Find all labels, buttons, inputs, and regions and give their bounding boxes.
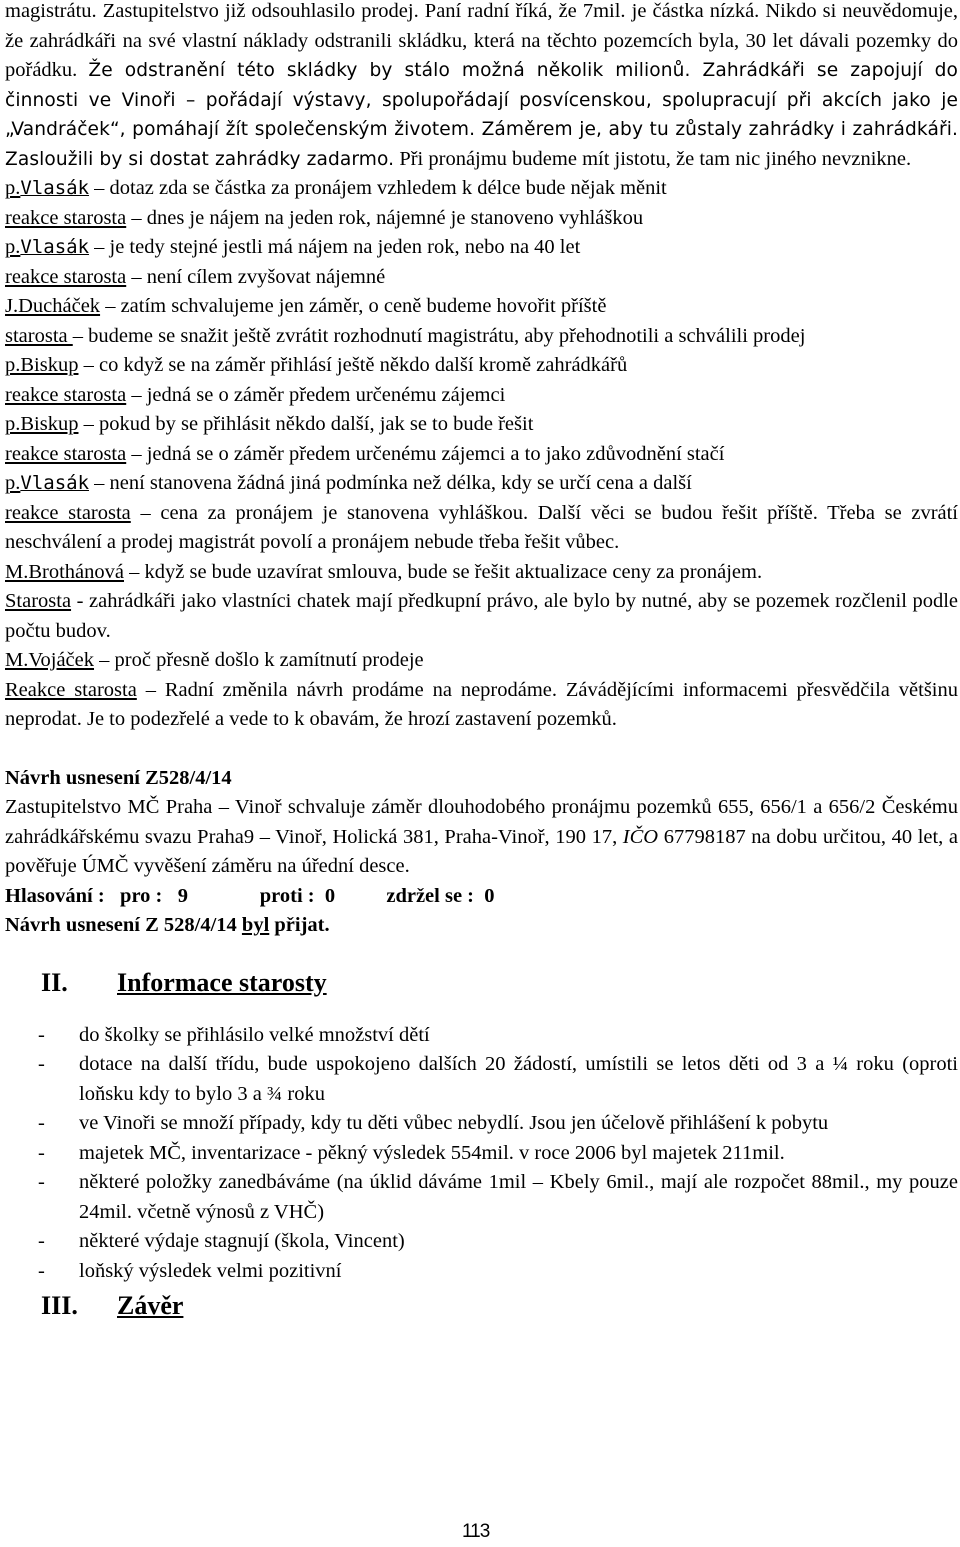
discussion-item-text: – co když se na záměr přihlásí ještě někdo další kromě zahrádkářů — [78, 354, 628, 376]
discussion-item-text: – budeme se snažit ještě zvrátit rozhodnutí magistrátu, aby přehodnotili a schválili prodej — [72, 324, 806, 347]
discussion-item — [5, 676, 958, 735]
discussion-item — [5, 499, 958, 558]
discussion-item-text: – proč přesně došlo k zamítnutí prodeje — [94, 649, 424, 671]
discussion-item — [5, 440, 958, 470]
info-item-text: dotace na další třídu, bude uspokojeno dalších 20 žádostí, umístili se letos děti od 3 a ¼ roku (oproti loňsku kdy to bylo 3 a ¾ roku — [79, 1053, 958, 1105]
discussion-item — [5, 204, 958, 234]
spacer — [5, 735, 958, 764]
discussion-list — [5, 174, 958, 735]
info-item-text: některé výdaje stagnují (škola, Vincent) — [79, 1230, 405, 1252]
discussion-item-text: – pokud by se přihlásit někdo další, jak se to bude řešit — [78, 413, 534, 435]
dash-bullet: - — [38, 1053, 45, 1075]
section-3-title: Závěr — [117, 1291, 184, 1320]
discussion-item — [5, 558, 958, 588]
discussion-item — [5, 174, 958, 204]
resolution-heading: Návrh usnesení Z528/4/14 — [5, 766, 232, 789]
resolution-text-a: Zastupitelstvo MČ Praha – Vinoř schvaluje záměr dlouhodobého pronájmu pozemků 655, 656/1 a 656/2 Českému zahrádkářskému svazu Praha9 – Vinoř, Holická 381, Praha-Vinoř, 190 17, — [5, 796, 958, 848]
speaker-label: M.Vojáček — [5, 649, 95, 671]
speaker-label: p.Biskup — [5, 354, 79, 376]
discussion-item-text: – Radní změnila návrh prodáme na neprodáme. Závádějícími informacemi přesvědčila většinu neprodat. Je to podezřelé a vede to k obavám, že hrozí zastavení pozemků. — [5, 678, 958, 730]
discussion-paragraph — [5, 0, 958, 174]
resolution-text-b: 67798187 na dobu určitou, 40 let, a pověřuje ÚMČ vyvěšení záměru na úřední desce. — [5, 825, 958, 877]
discussion-item-text: – není cílem zvyšovat nájemné — [126, 265, 386, 288]
speaker-label: reakce starosta — [5, 501, 131, 524]
speaker-label: J.Ducháček — [5, 295, 101, 317]
discussion-item-text: – cena za pronájem je stanovena vyhláškou. Další věci se budou řešit příště. Třeba se zvrátí neschválení a prodej magistrát povolí a pronájem nebude třeba řešit vůbec. — [5, 501, 959, 553]
page-number: 113 — [462, 1521, 490, 1542]
info-list-item — [5, 1257, 958, 1287]
info-item-text: některé položky zanedbáváme (na úklid dáváme 1mil – Kbely 6mil., mají ale rozpočet 88mil., my pouze 24mil. včetně výnosů z VHČ) — [79, 1171, 958, 1223]
info-item-text: do školky se přihlásilo velké množství dětí — [79, 1023, 430, 1046]
speaker-label: reakce starosta — [5, 383, 127, 406]
section-2-number: II. — [41, 967, 68, 997]
spacer — [5, 1001, 958, 1021]
discussion-item — [5, 263, 958, 293]
speaker-label: p.Biskup — [5, 413, 79, 435]
discussion-item — [5, 292, 958, 322]
info-item-text: majetek MČ, inventarizace - pěkný výsledek 554mil. v roce 2006 byl majetek 211mil. — [79, 1141, 785, 1164]
discussion-item — [5, 233, 958, 263]
discussion-item — [5, 410, 958, 440]
info-list — [5, 1021, 958, 1287]
speaker-name: Vlasák — [20, 236, 90, 258]
resolution-ico: IČO — [622, 825, 659, 848]
discussion-item-text: - zahrádkáři jako vlastníci chatek mají předkupní právo, ale bylo by nutné, aby se pozemek rozčlenil podle počtu budov. — [5, 590, 958, 642]
speaker-label: Reakce starosta — [5, 678, 137, 701]
speaker-label: p. — [5, 177, 21, 199]
speaker-label: p. — [5, 472, 21, 494]
spacer — [5, 941, 958, 965]
dash-bullet: - — [38, 1259, 45, 1282]
dash-bullet: - — [38, 1230, 45, 1252]
section-2-heading — [5, 965, 958, 1001]
discussion-text-1: magistrátu. Zastupitelstvo již odsouhlasilo prodej. Paní radní říká, že 7mil. je částka nízká. Nikdo si neuvědomuje, že zahrádkáři na své vlastní náklady odstranili skládku, která na těchto pozemcích byla, 30 let dávali pozemky do pořádku. — [5, 0, 958, 81]
discussion-item — [5, 351, 958, 381]
discussion-item-text: – je tedy stejné jestli má nájem na jeden rok, nebo na 40 let — [89, 236, 581, 258]
section-3-number: III. — [41, 1291, 78, 1320]
discussion-item — [5, 322, 958, 352]
discussion-item-text: – dotaz zda se částka za pronájem vzhledem k délce bude nějak měnit — [89, 177, 667, 199]
discussion-text-3: Při pronájmu budeme mít jistotu, že tam nic jiného nevznikne. — [399, 147, 912, 170]
speaker-label: Starosta — [5, 590, 72, 612]
info-list-item — [5, 1227, 958, 1257]
dash-bullet: - — [38, 1141, 45, 1164]
result-text-a: Návrh usnesení Z 528/4/14 — [5, 914, 242, 936]
speaker-label: p. — [5, 236, 21, 258]
info-list-item — [5, 1109, 958, 1139]
info-item-text: ve Vinoři se množí případy, kdy tu děti vůbec nebydlí. Jsou jen účelově přihlášení k pobytu — [79, 1112, 829, 1134]
dash-bullet: - — [38, 1171, 45, 1193]
discussion-item — [5, 381, 958, 411]
info-list-item — [5, 1168, 958, 1227]
result-text-b: přijat. — [269, 914, 330, 936]
discussion-item-text: – jedná se o záměr předem určenému zájemci a to jako zdůvodnění stačí — [126, 442, 725, 465]
discussion-text-2: Že odstranění této skládky by stálo možná několik milionů. Zahrádkáři se zapojují do činnosti ve Vinoři – pořádají výstavy, spolupořádají posvícenskou, spolupracují při akcích jako je „Vandráček“, pomáhají žít společenským životem. Záměrem je, aby tu zůstaly zahrádky i zahrádkáři. Zasloužili by si dostat zahrádky zadarmo. — [5, 60, 959, 170]
info-item-text: loňský výsledek velmi pozitivní — [79, 1259, 342, 1282]
discussion-item — [5, 646, 958, 676]
speaker-label: reakce starosta — [5, 442, 127, 465]
discussion-item-text: – není stanovena žádná jiná podmínka než délka, kdy se určí cena a další — [89, 472, 692, 494]
document-page — [5, 0, 958, 1324]
section-3-heading — [5, 1288, 958, 1324]
discussion-item — [5, 469, 958, 499]
resolution-text — [5, 793, 958, 882]
speaker-name: Vlasák — [20, 177, 90, 199]
dash-bullet: - — [38, 1112, 45, 1134]
speaker-label: reakce starosta — [5, 265, 127, 288]
speaker-name: Vlasák — [20, 472, 90, 494]
result-text-underlined: byl — [241, 914, 270, 936]
discussion-item-text: – když se bude uzavírat smlouva, bude se řešit aktualizace ceny za pronájem. — [124, 560, 763, 583]
info-list-item — [5, 1050, 958, 1109]
discussion-item-text: – dnes je nájem na jeden rok, nájemné je stanoveno vyhláškou — [126, 206, 644, 229]
discussion-item — [5, 587, 958, 646]
info-list-item — [5, 1021, 958, 1051]
dash-bullet: - — [38, 1023, 45, 1046]
discussion-item-text: – jedná se o záměr předem určenému zájemci — [126, 383, 506, 406]
resolution-result — [5, 911, 958, 941]
info-list-item — [5, 1139, 958, 1169]
speaker-label: M.Brothánová — [5, 560, 124, 583]
speaker-label: reakce starosta — [5, 206, 127, 229]
discussion-item-text: – zatím schvalujeme jen záměr, o ceně budeme hovořit příště — [100, 295, 607, 317]
resolution-block — [5, 764, 958, 941]
section-2-title: Informace starosty — [117, 967, 327, 997]
vote-line: Hlasování : pro : 9 proti : 0 zdržel se : 0 — [5, 884, 495, 907]
speaker-label: starosta — [5, 324, 73, 347]
